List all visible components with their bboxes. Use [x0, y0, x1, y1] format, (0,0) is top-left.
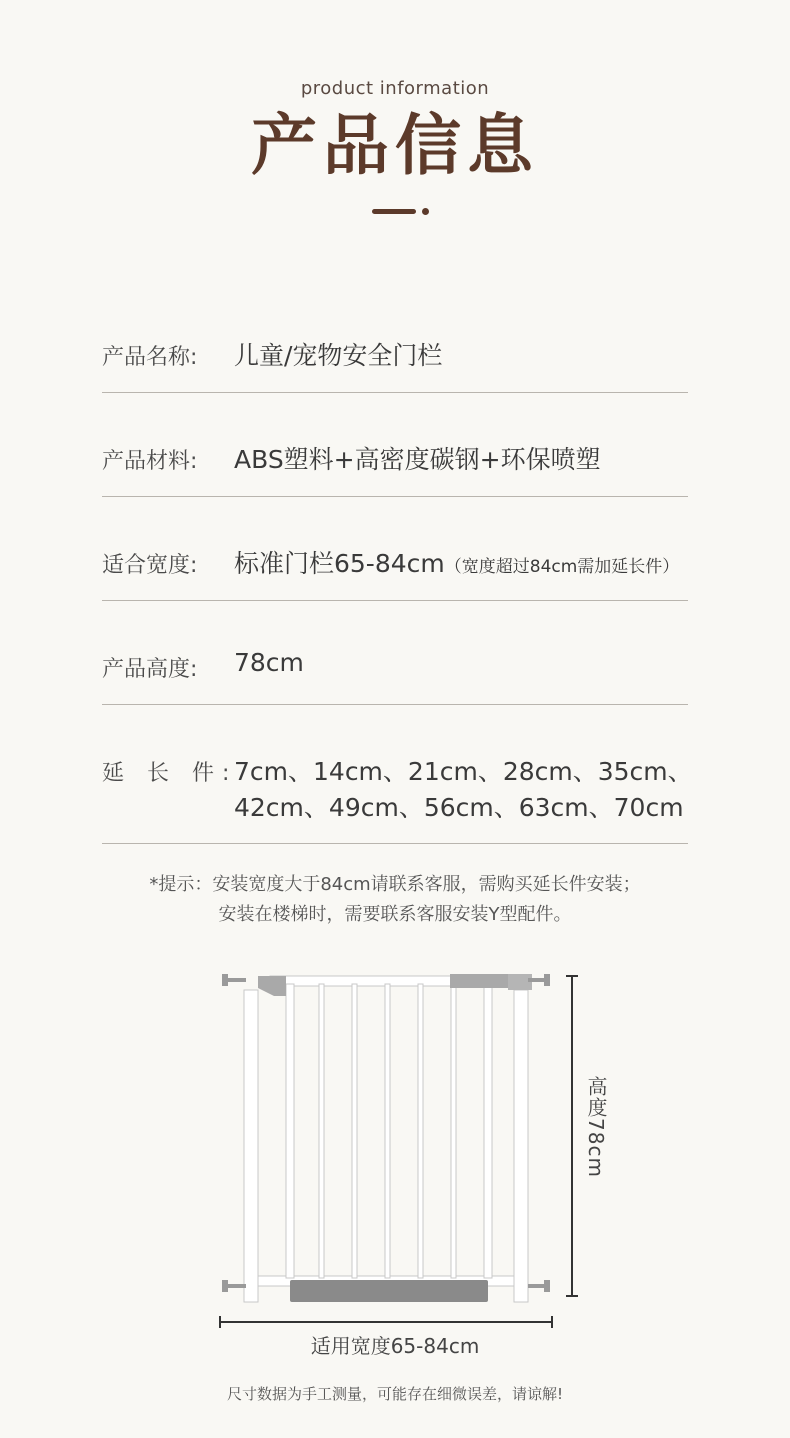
spec-note: （宽度超过84cm需加延长件） — [444, 557, 680, 577]
spec-value: 儿童/宠物安全门栏 — [234, 341, 443, 370]
page-title: 产品信息 — [251, 107, 539, 184]
spec-label: 产品名称: — [102, 345, 198, 370]
spec-value: 标准门栏65-84cm — [234, 549, 445, 578]
gate-foot-plate — [290, 1280, 488, 1302]
gate-door-left — [286, 984, 294, 1278]
spec-row-extension — [102, 746, 693, 844]
spec-label: 产品材料: — [102, 449, 198, 474]
spec-value: ABS塑料+高密度碳钢+环保喷塑 — [234, 445, 601, 474]
gate-left-post — [244, 990, 258, 1302]
spec-label: 延 长 件: — [102, 761, 238, 786]
spec-value: 7cm、14cm、21cm、28cm、35cm、 — [234, 757, 693, 786]
gate-top-left-hinge — [258, 976, 286, 996]
section-subtitle: product information — [300, 78, 490, 99]
tip-line-1: *提示：安装宽度大于84cm请联系客服，需购买延长件安装； — [149, 874, 641, 895]
width-label: 适用宽度65-84cm — [310, 1334, 480, 1358]
spec-label: 适合宽度: — [102, 553, 198, 578]
spec-value-wrap — [234, 544, 679, 580]
gate-right-post — [514, 990, 528, 1302]
height-dimension-line — [566, 976, 578, 1296]
spec-row-height — [102, 642, 688, 705]
title-decoration-dot — [422, 208, 429, 215]
spec-row-width — [102, 538, 688, 601]
spec-row-material — [102, 434, 688, 497]
title-decoration-bar — [372, 209, 416, 214]
spec-value-line2: 42cm、49cm、56cm、63cm、70cm — [234, 793, 684, 822]
width-dimension-line — [220, 1316, 552, 1328]
gate-door-right — [484, 984, 492, 1278]
gate-diagram — [210, 960, 630, 1340]
gate-top-right-latch — [450, 974, 510, 988]
height-label: 高度78cm — [584, 1076, 608, 1178]
measurement-disclaimer: 尺寸数据为手工测量，可能存在细微误差，请谅解! — [226, 1385, 563, 1403]
spec-row-name — [102, 330, 688, 393]
tip-line-2: 安装在楼梯时，需要联系客服安装Y型配件。 — [218, 904, 572, 925]
spec-value: 78cm — [234, 648, 304, 677]
gate-bars — [319, 984, 456, 1278]
title-decoration — [372, 207, 432, 217]
spec-label: 产品高度: — [102, 657, 198, 682]
